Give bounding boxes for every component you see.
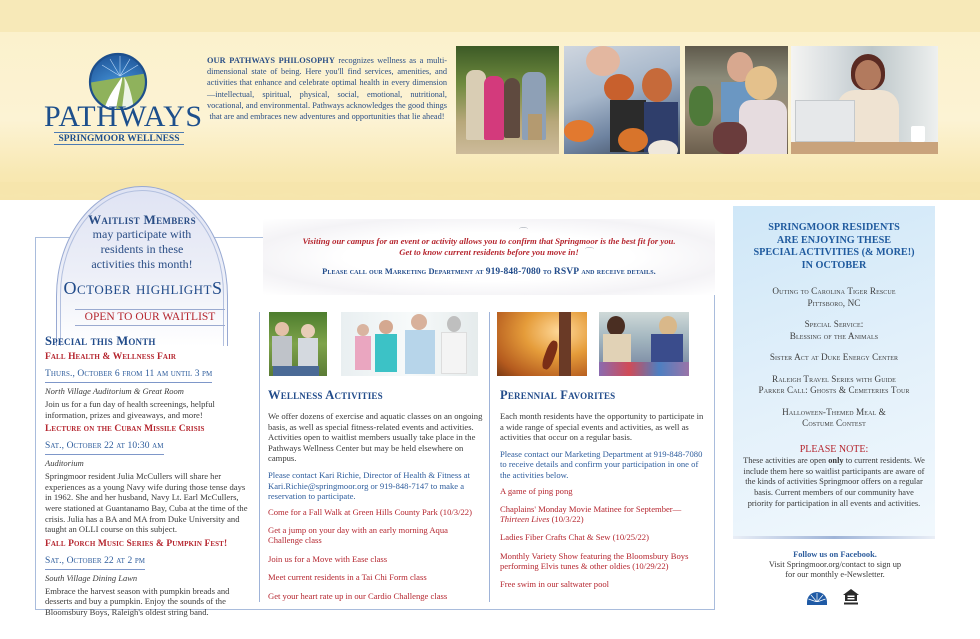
october-highlights-title: October highlightS [63, 278, 223, 298]
event-date: Thurs., October 6 from 11 am until 3 pm [45, 368, 212, 383]
event-description: Join us for a fun day of health screenings, helpful information, prizes and giveaways, and more! [45, 399, 215, 420]
newsletter-signup-text: for our monthly e-Newsletter. [785, 570, 885, 579]
event-description: Embrace the harvest season with pumpkin breads and desserts and buy a pumpkin. Enjoy the sounds of the Bloomsbury Boys, Raleigh's oldest string band. [45, 585, 230, 617]
wellness-item: Join us for a Move with Ease class [268, 553, 388, 564]
panel-shadow-divider [733, 536, 935, 539]
residents-panel-title [733, 222, 935, 272]
visit-campus-banner [263, 219, 715, 295]
logo-wordmark: PATHWAYS [44, 100, 203, 133]
wellness-item: Meet current residents in a Tai Chi Form class [268, 572, 427, 583]
activity-line: Costume Contest [802, 418, 866, 428]
event-title: Fall Porch Music Series & Pumpkin Fest! [45, 538, 228, 549]
resident-activity-item [733, 352, 935, 364]
woman-laptop-photo [791, 46, 938, 154]
event-title: Fall Health & Wellness Fair [45, 352, 177, 362]
resident-activity-item [733, 374, 935, 397]
item-date: (10/3/22) [549, 513, 584, 524]
banner-invite-text [263, 236, 715, 258]
item-text: Chaplains' Monday Movie Matinee for September— [500, 504, 682, 515]
column-divider [489, 312, 490, 602]
perennial-contact: Please contact our Marketing Department at 919-848-7080 to receive details and confirm your participation in one of the activities below. [500, 448, 703, 480]
arch-line-4: activities this month! [91, 257, 193, 271]
wellness-intro: We offer dozens of exercise and aquatic classes on an ongoing basis, as well as special fitness-related events and activities. Activities open to waitlist members usually take place in the Pathways Wellness Center but may be held elsewhere on campus. [268, 411, 483, 464]
pathways-logo[interactable] [40, 50, 203, 145]
header-top-strip [0, 0, 980, 32]
wellness-activities-column [268, 388, 484, 610]
cta-text: Please call our Marketing Department at [322, 267, 486, 276]
activity-line: Blessing of the Animals [789, 330, 879, 341]
event-date: Sat., October 22 at 10:30 am [45, 440, 164, 455]
wellness-item: Get a jump on your day with an early morning Aqua Challenge class [268, 525, 448, 545]
wellness-item: Come for a Fall Walk at Green Hills County Park (10/3/22) [268, 506, 472, 517]
arch-line-1: Waitlist Members [88, 212, 196, 227]
perennial-intro: Each month residents have the opportunity to participate in a wide range of special events and activities, as well as activities that occur on a regular basis. [500, 411, 704, 443]
facebook-link[interactable]: Follow us on Facebook. [793, 550, 877, 559]
tai-chi-class-photo [341, 312, 478, 376]
perennial-item: Free swim in our saltwater pool [500, 579, 610, 590]
special-this-month-heading: Special this Month [45, 334, 156, 348]
perennial-item: Ladies Fiber Crafts Chat & Sew (10/25/22) [500, 532, 649, 543]
title-line: SPECIAL ACTIVITIES (& MORE!) [753, 247, 915, 258]
activity-line: Raleigh Travel Series with Guide [772, 373, 896, 384]
cta-text: and receive details. [579, 267, 656, 276]
please-note-heading: PLEASE NOTE: [799, 444, 869, 455]
resident-activity-item [733, 286, 935, 309]
grandparent-kids-pumpkins-photo [564, 46, 680, 154]
note-emphasis: only [828, 456, 844, 465]
column-divider [259, 312, 260, 602]
event-title: Lecture on the Cuban Missile Crisis [45, 424, 205, 435]
logo-tagline: SPRINGMOOR WELLNESS [54, 132, 184, 145]
social-footer [740, 550, 930, 580]
banner-line-2: Get to know current residents before you move in! [399, 247, 579, 257]
banner-rsvp-cta [263, 267, 715, 277]
special-this-month-column [45, 334, 253, 622]
event-date: Sat., October 22 at 2 pm [45, 555, 145, 570]
rsvp-text: RSVP [553, 267, 580, 277]
wellness-item: Get your heart rate up in our Cardio Challenge class [268, 590, 448, 601]
equal-housing-opportunity-icon [842, 588, 860, 606]
perennial-item [500, 505, 708, 524]
cta-text: to [540, 267, 554, 276]
header-band [0, 0, 980, 200]
activity-line: Outing to Carolina Tiger Rescue [772, 286, 896, 296]
philosophy-paragraph [207, 55, 447, 122]
event-cuban-missile-lecture [45, 424, 253, 535]
perennial-favorites-heading: Perennial Favorites [500, 388, 616, 402]
note-text: These activities are open [743, 456, 829, 465]
perennial-favorites-column [500, 388, 708, 599]
arch-line-3: residents in these [100, 242, 184, 256]
activity-line: Halloween-Themed Meal & [782, 406, 886, 417]
event-description: Springmoor resident Julia McCullers will share her experiences as a young Navy wife during those tense days in 1962. She and her husband, Navy Lt. Earl McCullers, were stationed at Guantanamo Bay, Cuba at the time of the crisis. Julia has a BA and MA from Duke University and taught an OLLI course on this subject. [45, 471, 248, 535]
arch-line-2: may participate with [92, 227, 192, 241]
footer-logos [806, 588, 866, 606]
open-to-waitlist-label: OPEN TO OUR WAITLIST [75, 309, 225, 326]
activity-line: Parker Call: Ghosts & Cemeteries Tour [758, 385, 910, 395]
activity-line: Sister Act at Duke Energy Center [769, 352, 899, 362]
wellness-activities-heading: Wellness Activities [268, 388, 383, 402]
residents-activities-panel [733, 206, 935, 536]
seniors-walking-photo [456, 46, 559, 154]
philosophy-lead: OUR PATHWAYS PHILOSOPHY [207, 56, 335, 65]
note-text: to current residents. We include them here so waitlist participants are aware of the kinds of activities Springmoor offers on a regular basis. Current members of our community have priority for participation in all events and activities. [743, 456, 925, 508]
event-health-fair [45, 352, 253, 420]
autumn-leaves-guitar-photo [497, 312, 587, 376]
seagull-icon: ⌒ [519, 227, 529, 237]
resident-activity-item [733, 319, 935, 342]
event-location: North Village Auditorium & Great Room [45, 386, 184, 396]
philosophy-body: recognizes wellness as a multi-dimensional state of being. Here you'll find services, amenities, and activities that enhance and celebrate optimal health in every dimension—intellectual, spiritual, physical, social, emotional, nutritional, vocational, and environmental. Pathways acknowledges the good things that are and embraces new adventures and opportunities that lie ahead! [207, 56, 448, 122]
wellness-contact: Please contact Kari Richie, Director of Health & Fitness at Kari.Richie@springmoor.org or 919-848-7147 to make a reservation to participate. [268, 469, 470, 502]
activity-line: Pittsboro, NC [807, 297, 861, 308]
marketing-phone-link[interactable]: 919-848-7080 [485, 267, 541, 277]
seagull-icon: ⌒ [585, 247, 595, 257]
fiber-crafts-women-photo [599, 312, 689, 376]
event-porch-music-pumpkin-fest [45, 539, 253, 618]
banner-line-1: Visiting our campus for an event or activity allows you to confirm that Springmoor is the best fit for you. [302, 236, 676, 246]
waitlist-arch-text [56, 212, 228, 272]
perennial-item: Monthly Variety Show featuring the Bloomsbury Boys performing Elvis tunes & other oldies (10/29/22) [500, 550, 689, 571]
couple-farmers-market-photo [685, 46, 788, 154]
event-location: Auditorium [45, 458, 84, 469]
nordic-walking-couple-photo [269, 312, 327, 376]
event-location: South Village Dining Lawn [45, 572, 138, 583]
title-line: SPRINGMOOR RESIDENTS [768, 222, 900, 233]
activity-line: Special Service: [804, 319, 864, 329]
newsletter-signup-text[interactable]: Visit Springmoor.org/contact to sign up [768, 560, 902, 569]
movie-title: Thirteen Lives [500, 513, 550, 524]
please-note-text [741, 456, 927, 510]
residents-activity-list [733, 286, 935, 440]
title-line: IN OCTOBER [801, 259, 867, 271]
title-line: ARE ENJOYING THESE [776, 234, 892, 246]
springmoor-sunburst-logo-icon [806, 588, 828, 606]
resident-activity-item [733, 407, 935, 430]
perennial-item: A game of ping pong [500, 485, 573, 496]
